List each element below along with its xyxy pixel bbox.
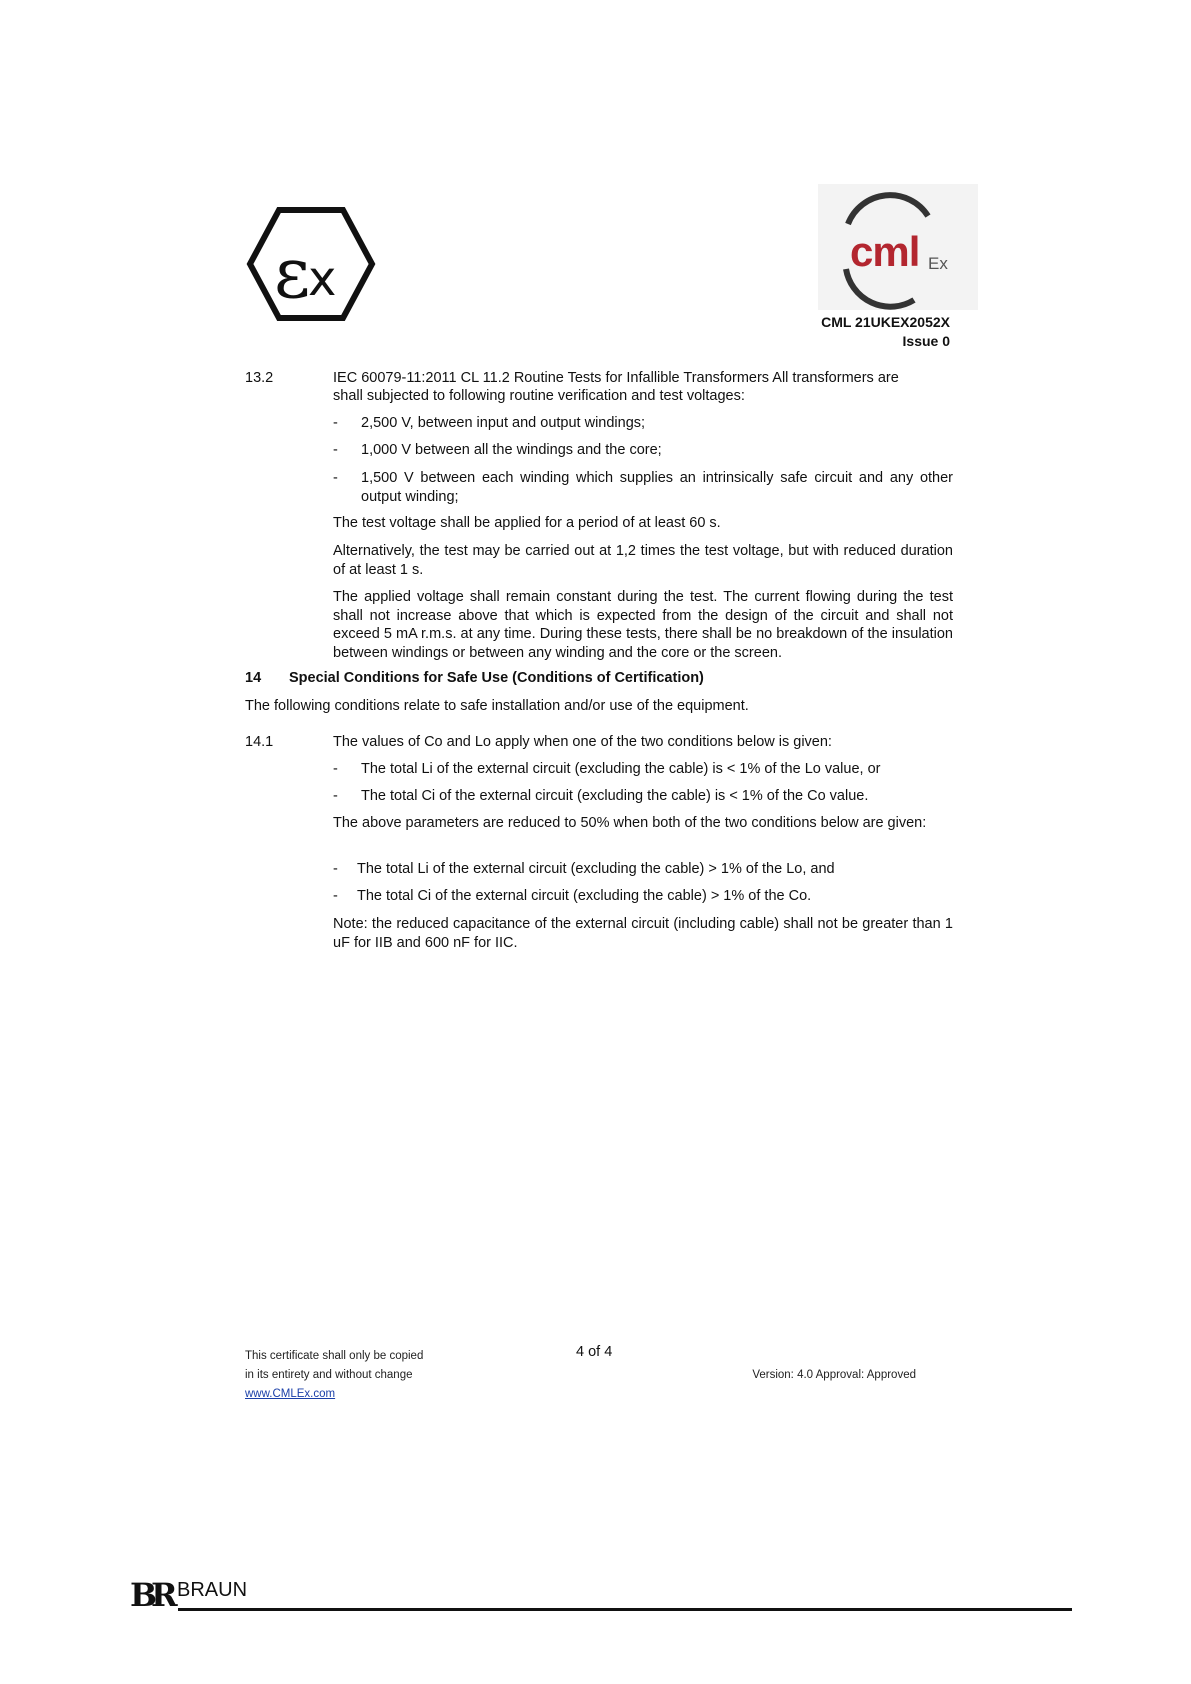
- section-14-1-intro: The values of Co and Lo apply when one of the two conditions below is given:: [333, 734, 832, 750]
- section-14-title: Special Conditions for Safe Use (Conditions of Certification): [289, 670, 704, 686]
- footer-divider: [178, 1608, 1072, 1611]
- website-link[interactable]: www.CMLEx.com: [245, 1388, 336, 1400]
- section-13-2-para2: Alternatively, the test may be carried out at 1,2 times the test voltage, but with reduced duration of at least 1 s.: [333, 543, 953, 578]
- bullet-dash: -: [333, 415, 338, 431]
- section-14-1-para: The above parameters are reduced to 50% when both of the two conditions below are given:: [333, 815, 927, 831]
- condition-bullet: The total Li of the external circuit (excluding the cable) is < 1% of the Lo value, or: [361, 761, 881, 777]
- ex-hexagon-icon: [246, 207, 376, 321]
- bullet-dash: -: [333, 761, 338, 777]
- condition-bullet: The total Li of the external circuit (excluding the cable) > 1% of the Lo, and: [357, 861, 835, 877]
- braun-brand-text: BRAUN: [177, 1579, 248, 1601]
- test-voltage-bullet: 2,500 V, between input and output windings;: [361, 415, 646, 431]
- cml-logo-text: cml: [850, 228, 920, 275]
- section-14-intro: The following conditions relate to safe installation and/or use of the equipment.: [245, 698, 749, 714]
- section-14-1-number: 14.1: [245, 734, 274, 750]
- condition-bullet: The total Ci of the external circuit (excluding the cable) is < 1% of the Co value.: [361, 788, 869, 804]
- bullet-dash: -: [333, 888, 338, 904]
- section-14-number: 14: [245, 670, 262, 686]
- issue-number: Issue 0: [902, 333, 950, 349]
- copy-notice-line2: in its entirety and without change: [245, 1369, 413, 1381]
- bullet-dash: -: [333, 442, 338, 458]
- copy-notice-line1: This certificate shall only be copied: [245, 1350, 424, 1362]
- braun-mark: BR: [130, 1576, 172, 1614]
- section-13-2-intro-line2: shall subjected to following routine verification and test voltages:: [333, 388, 745, 404]
- page-number: 4 of 4: [576, 1344, 613, 1360]
- bullet-dash: -: [333, 788, 338, 804]
- svg-text:ε: ε: [274, 232, 311, 314]
- svg-text:x: x: [308, 251, 337, 307]
- test-voltage-bullet: 1,000 V between all the windings and the core;: [361, 442, 662, 458]
- bullet-dash: -: [333, 470, 338, 486]
- section-13-2-intro-line1: IEC 60079-11:2011 CL 11.2 Routine Tests for Infallible Transformers All transformers are: [333, 370, 899, 386]
- certificate-number: CML 21UKEX2052X: [821, 314, 950, 330]
- section-13-2-para3: The applied voltage shall remain constant during the test. The current flowing during the test shall not increase above that which is expected from the design of the circuit and shall not exceed 5 mA r.m.s. at any time. During these tests, there shall be no breakdown of the insulation between windings or between any winding and the core or the screen.: [333, 589, 953, 661]
- condition-bullet: The total Ci of the external circuit (excluding the cable) > 1% of the Co.: [357, 888, 812, 904]
- version-approval: Version: 4.0 Approval: Approved: [752, 1369, 916, 1381]
- test-voltage-bullet: 1,500 V between each winding which supplies an intrinsically safe circuit and any other output winding;: [361, 470, 953, 505]
- section-13-2-para1: The test voltage shall be applied for a period of at least 60 s.: [333, 515, 721, 531]
- cml-logo-suffix: Ex: [928, 254, 948, 273]
- bullet-dash: -: [333, 861, 338, 877]
- section-13-2-number: 13.2: [245, 370, 274, 386]
- section-14-1-note: Note: the reduced capacitance of the external circuit (including cable) shall not be greater than 1 uF for IIB and 600 nF for IIC.: [333, 916, 953, 951]
